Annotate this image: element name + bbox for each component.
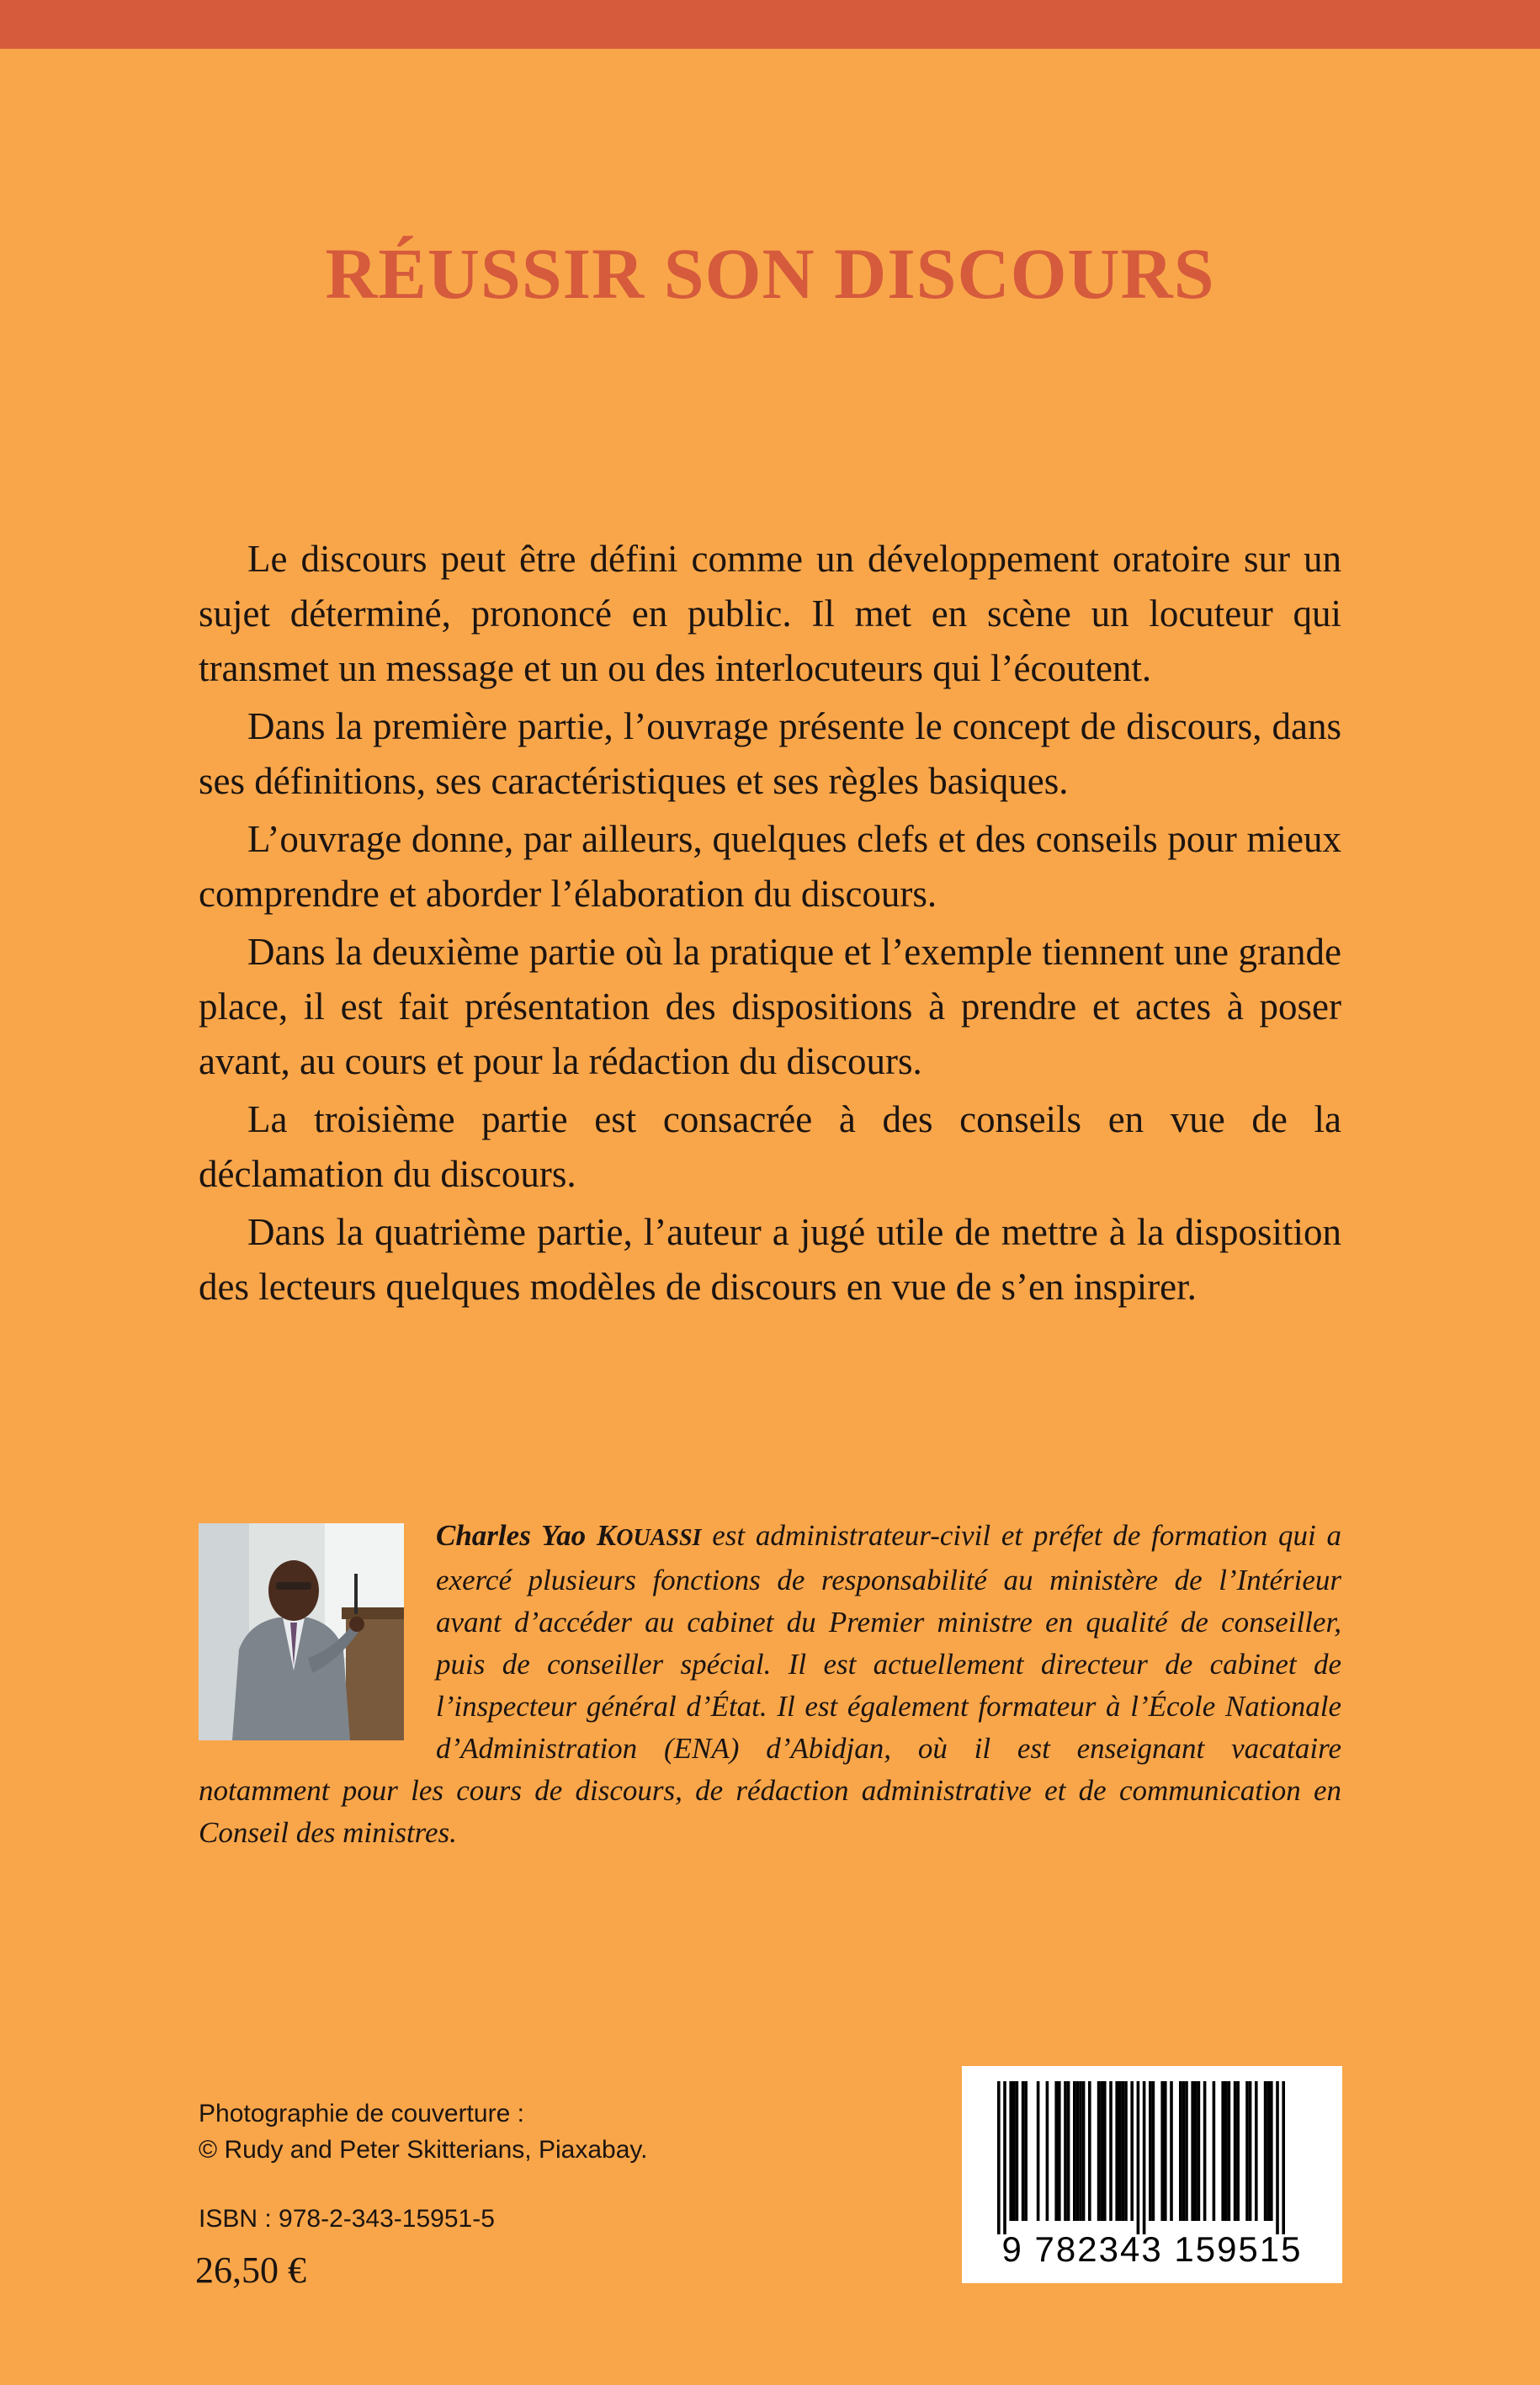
barcode-bar xyxy=(997,2081,1001,2234)
barcode-bar xyxy=(1054,2081,1058,2221)
barcode-bar xyxy=(1058,2081,1061,2221)
barcode-bar xyxy=(1130,2081,1134,2221)
barcode-digits: 9 782343 159515 xyxy=(1001,2229,1303,2269)
barcode-bar xyxy=(1245,2081,1249,2221)
blurb-paragraph: L’ouvrage donne, par ailleurs, quelques clefs et des conseils pour mieux comprendre et aborder l’élaboration du discours. xyxy=(199,818,1341,915)
barcode-bar xyxy=(1124,2081,1128,2221)
blurb-paragraph: Dans la première partie, l’ouvrage présente le concept de discours, dans ses définitions, ses caractéristiques et ses règles basiques. xyxy=(199,705,1341,802)
barcode-bar xyxy=(1213,2081,1216,2221)
barcode-bar xyxy=(1109,2081,1113,2221)
barcode-bar xyxy=(1255,2081,1258,2221)
barcode-bar xyxy=(1115,2081,1118,2221)
barcode-bar xyxy=(1046,2081,1049,2221)
barcode-bar xyxy=(1282,2081,1285,2234)
credits-label: Photographie de couverture : xyxy=(199,2100,524,2127)
credits-value: © Rudy and Peter Skitterians, Piaxabay. xyxy=(199,2136,648,2164)
barcode-bar xyxy=(1067,2081,1070,2221)
author-name: Charles Yao KOUASSI xyxy=(436,1519,702,1552)
book-title: RÉUSSIR SON DISCOURS xyxy=(325,233,1215,314)
back-cover-blurb xyxy=(199,532,1341,1318)
barcode-bar xyxy=(1203,2081,1207,2221)
barcode-bar xyxy=(1160,2081,1164,2221)
barcode-bar xyxy=(1009,2081,1012,2221)
barcode xyxy=(962,2066,1342,2283)
barcode-bar xyxy=(1012,2081,1016,2221)
barcode-bar xyxy=(1221,2081,1224,2221)
barcode-bar xyxy=(1234,2081,1237,2221)
barcode-bar xyxy=(1276,2081,1279,2234)
barcode-bar xyxy=(1182,2081,1186,2221)
barcode-bar xyxy=(1264,2081,1267,2221)
barcode-bar xyxy=(1073,2081,1076,2221)
barcode-bar xyxy=(1267,2081,1270,2221)
price: 26,50 € xyxy=(195,2250,306,2291)
barcode-bar xyxy=(1270,2081,1273,2221)
barcode-bar xyxy=(1194,2081,1197,2221)
barcode-bar xyxy=(1100,2081,1103,2221)
blurb-paragraph: Dans la quatrième partie, l’auteur a jugé utile de mettre à la disposition des lecteurs quelques modèles de discours en vue de s’en inspirer. xyxy=(199,1211,1341,1308)
barcode-bar xyxy=(1064,2081,1067,2221)
barcode-bar xyxy=(1037,2081,1040,2221)
photo-credits xyxy=(199,2096,647,2168)
barcode-bar xyxy=(1118,2081,1122,2221)
photo-spacer xyxy=(199,1515,436,1767)
barcode-bar xyxy=(1152,2081,1155,2221)
barcode-bar xyxy=(1076,2081,1080,2221)
barcode-bar xyxy=(1016,2081,1019,2221)
author-biography xyxy=(199,1515,1341,1854)
author-bio-text: est administrateur-civil et préfet de formation qui a exercé plusieurs fonctions de responsabilité au ministère de l’Intérieur avant d’accéder au cabinet du Premier ministre en qualité de conseiller, puis de conseiller spécial. Il est actuellement directeur de cabinet de l’inspecteur général d’État. Il est également formateur à l’École Nationale d’Administration (ENA) d’Abidjan, où il est enseignant vacataire notamment pour les cours de discours, de rédaction administrative et de communication en Conseil des ministres. xyxy=(199,1519,1341,1849)
barcode-bar xyxy=(1122,2081,1125,2221)
barcode-bar xyxy=(1228,2081,1231,2221)
barcode-bar xyxy=(1137,2081,1140,2234)
barcode-bar xyxy=(1164,2081,1167,2221)
barcode-bar xyxy=(1003,2081,1006,2234)
barcode-bar xyxy=(1170,2081,1173,2221)
barcode-bar xyxy=(1103,2081,1107,2221)
barcode-bar xyxy=(1097,2081,1101,2221)
barcode-bar xyxy=(1249,2081,1252,2221)
barcode-bar xyxy=(1082,2081,1086,2221)
barcode-bar xyxy=(1079,2081,1082,2221)
barcode-bar xyxy=(1185,2081,1188,2221)
isbn: ISBN : 978-2-343-15951-5 xyxy=(199,2205,495,2233)
barcode-bar xyxy=(1179,2081,1182,2221)
barcode-bar xyxy=(1024,2081,1028,2221)
barcode-bar xyxy=(1236,2081,1240,2221)
barcode-bar xyxy=(1197,2081,1201,2221)
blurb-paragraph: Le discours peut être défini comme un développement oratoire sur un sujet déterminé, prononcé en public. Il met en scène un locuteur qui transmet un message et un ou des interlocuteurs qui l’écoutent. xyxy=(199,538,1341,689)
barcode-bar xyxy=(1149,2081,1152,2221)
blurb-paragraph: Dans la deuxième partie où la pratique et l’exemple tiennent une grande place, il est fait présentation des dispositions à prendre et actes à poser avant, au cours et pour la rédaction du discours. xyxy=(199,931,1341,1082)
blurb-paragraph: La troisième partie est consacrée à des conseils en vue de la déclamation du discours. xyxy=(199,1098,1341,1195)
barcode-bar xyxy=(1022,2081,1025,2221)
barcode-bar xyxy=(1088,2081,1091,2221)
barcode-bar xyxy=(1191,2081,1194,2221)
barcode-bar xyxy=(1143,2081,1146,2234)
top-color-band xyxy=(0,0,1540,49)
barcode-bar xyxy=(1224,2081,1228,2221)
